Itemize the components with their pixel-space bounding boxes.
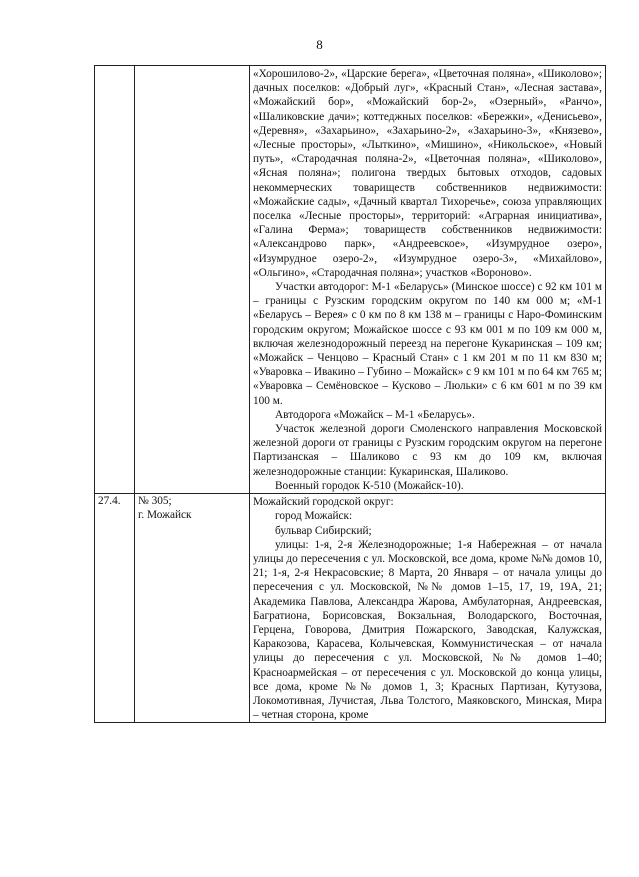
territory-paragraph: Участки автодорог: М-1 «Беларусь» (Минское шоссе) с 92 км 101 м – границы с Рузским городским округом по 140 км 000 м; «М-1 «Беларусь – Верея» с 0 км по 8 км 138 м – границы с Наро-Фоминским городским округом; Можайское шоссе с 93 км 001 м по 109 км 000 м, включая железнодорожный переезд на перегоне Кукаринская – 109 км; «Можайск – Ченцово – Красный Стан» с 1 км 201 м по 11 км 830 м; «Уваровка – Ивакино – Губино – Можайск» с 9 км 101 м по 64 км 765 м; «Уваровка – Семёновское – Кусково – Люльки» с 6 км 601 м по 39 км 100 м. [253, 281, 602, 407]
page-number: 8 [316, 37, 323, 52]
territory-paragraph: бульвар Сибирский; [275, 524, 372, 537]
station-location: г. Можайск [138, 509, 192, 522]
station-cell [135, 494, 250, 723]
row-number-cell: 27.4. [95, 494, 135, 723]
territory-paragraph: город Можайск: [275, 510, 353, 523]
territory-paragraph: Можайский городской округ: [253, 496, 394, 509]
table-row [95, 494, 606, 723]
territory-cell [250, 494, 606, 723]
territory-paragraph: «Хорошилово-2», «Царские берега», «Цветочная поляна», «Шиколово»; дачных поселков: «Добрый луг», «Красный Стан», «Лесная застава», «Можайский бор», «Можайский бор-2», «Озерный», «Ранчо», «Шаликовские дачи»; коттеджных поселков: «Бережки», «Денисьево», «Деревня», «Захарьино», «Захарьино-2», «Захарьино-3», «Князево», «Лесные просторы», «Лыткино», «Мишино», «Никольское», «Новый путь», «Стародачная поляна-2», «Цветочная поляна», «Шиколово», «Ясная поляна»; полигона твердых бытовых отходов, садовых некоммерческих товариществ собственников недвижимости: «Можайские сады», «Дачный квартал Тихоречье», союза управляющих поселка «Лесные просторы», территорий: «Аграрная инициатива», «Галина Ферма»; товариществ собственников недвижимости: «Александрово парк», «Андреевское», «Изумрудное озеро», «Изумрудное озеро-2», «Изумрудное озеро-3», «Михайлово», «Ольгино», «Стародачная поляна»; участков «Вороново». [253, 68, 602, 279]
territory-paragraph: улицы: 1-я, 2-я Железнодорожные; 1-я Набережная – от начала улицы до пересечения с ул. Московской, все дома, кроме №№ домов 10, 21; 1-я, 2-я Некрасовские; 8 Марта, 20 Января – от начала улицы до пересечения с ул. Московской, №№ домов 1–15, 17, 19, 19А, 21; Академика Павлова, Александра Жарова, Амбулаторная, Андреевская, Багратиона, Борисовская, Вокзальная, Володарского, Восточная, Герцена, Говорова, Дмитрия Пожарского, Заводская, Калужская, Каракозова, Карасева, Колычевская, Коммунистическая – от начала улицы до пересечения с ул. Московской, №№ домов 1–40; Красноармейская – от пересечения с ул. Московской до конца улицы, все дома, кроме №№ домов 1, 3; Красных Партизан, Кутузова, Локомотивная, Лучистая, Льва Толстого, Маяковского, Минская, Мира – четная сторона, кроме [253, 538, 602, 722]
territory-paragraph: Военный городок К-510 (Можайск-10). [275, 479, 464, 492]
station-cell [135, 66, 250, 494]
territory-paragraph: Автодорога «Можайск – М-1 «Беларусь». [275, 408, 475, 421]
station-number: № 305; [138, 495, 172, 508]
territory-paragraph: Участок железной дороги Смоленского направления Московской железной дороги от границы с Рузским городским округом на перегоне Партизанская – Шаликово с 93 км до 109 км, включая железнодорожные станции: Кукаринская, Шаликово. [253, 423, 602, 478]
table-row [95, 66, 606, 494]
polling-stations-table [94, 65, 606, 723]
territory-cell [250, 66, 606, 494]
row-number-cell [95, 66, 135, 494]
